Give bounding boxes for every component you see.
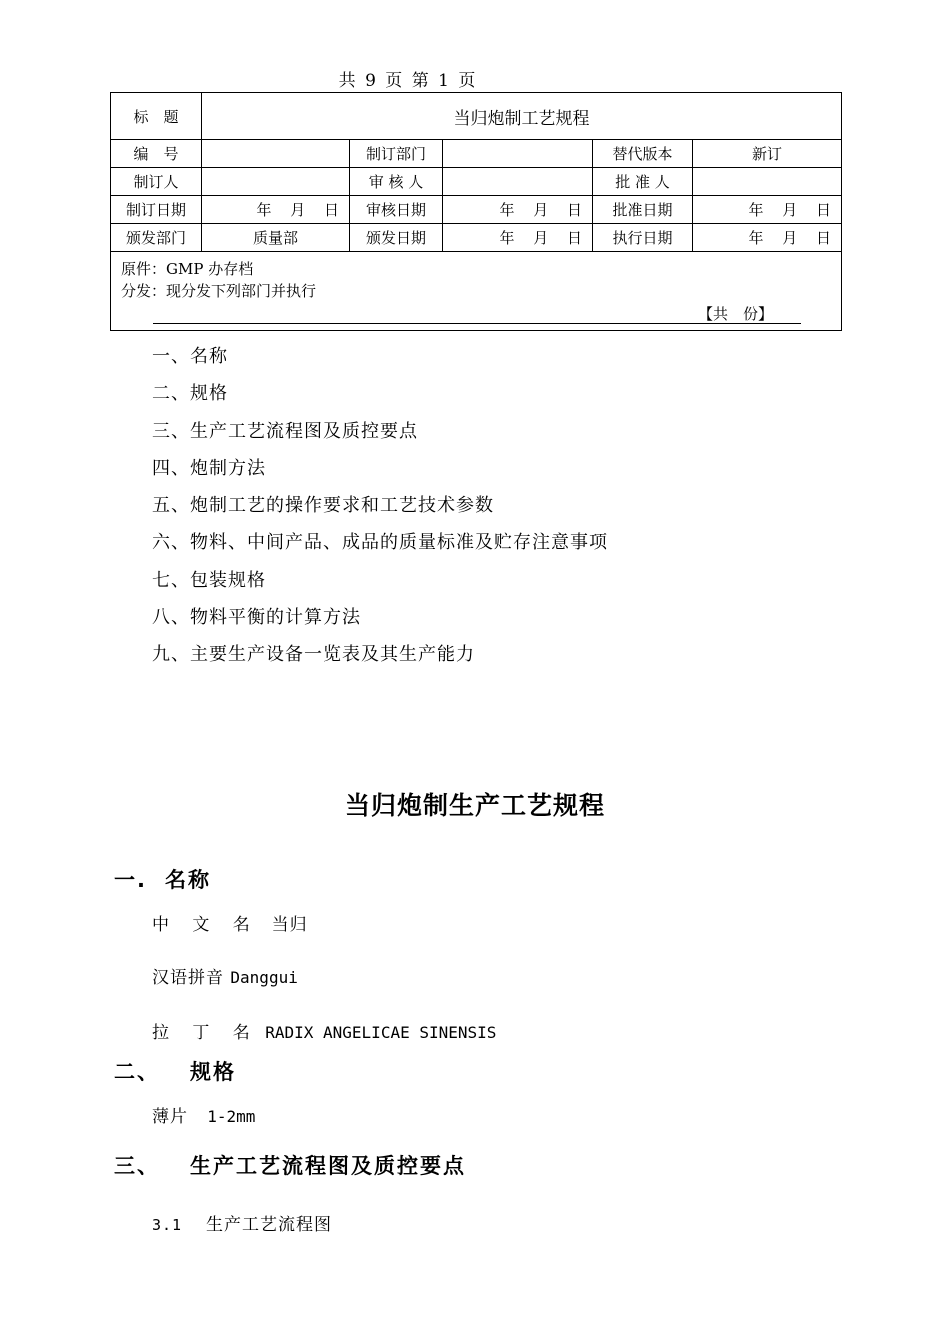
chinese-name-label: 中 文 名 (152, 915, 259, 935)
number-value (202, 140, 350, 168)
replace-version-label: 替代版本 (593, 140, 693, 168)
chinese-name-line (152, 910, 308, 935)
author-label: 制订人 (111, 168, 202, 196)
issue-date-label: 颁发日期 (350, 224, 443, 252)
dates-row (111, 196, 842, 224)
toc-item: 四、炮制方法 (152, 457, 266, 479)
distribution-note: 分发：现分发下列部门并执行 (121, 282, 317, 300)
author-value (202, 168, 350, 196)
reviewer-value (443, 168, 593, 196)
toc-item: 六、物料、中间产品、成品的质量标准及贮存注意事项 (152, 532, 608, 554)
pinyin-value: Danggui (230, 968, 298, 987)
replace-version-value: 新订 (693, 140, 842, 168)
toc-item: 二、规格 (152, 383, 228, 405)
document-title: 当归炮制生产工艺规程 (344, 791, 605, 820)
spec-line (152, 1102, 255, 1127)
section-1-heading (114, 864, 211, 894)
title-value: 当归炮制工艺规程 (202, 93, 842, 140)
section-number: 一. (114, 868, 147, 892)
approver-label: 批 准 人 (593, 168, 693, 196)
people-row (111, 168, 842, 196)
subsection-number: 3.1 (152, 1216, 183, 1234)
toc-item: 八、物料平衡的计算方法 (152, 607, 361, 629)
section-title: 名称 (164, 868, 211, 892)
subsection-title: 生产工艺流程图 (206, 1215, 332, 1235)
pinyin-line (152, 963, 298, 988)
latin-name-value: RADIX ANGELICAE SINENSIS (265, 1023, 497, 1042)
issue-date-value: 年 月 日 (443, 224, 593, 252)
section-number: 二、 (114, 1060, 160, 1084)
review-date-value: 年 月 日 (443, 196, 593, 224)
section-title: 规格 (190, 1060, 236, 1084)
title-row (111, 93, 842, 140)
distribution-row (111, 252, 842, 331)
exec-date-label: 执行日期 (593, 224, 693, 252)
section-title: 生产工艺流程图及质控要点 (190, 1154, 466, 1178)
page-counter: 共 9 页 第 1 页 (338, 71, 478, 91)
issue-row (111, 224, 842, 252)
toc-item: 九、主要生产设备一览表及其生产能力 (152, 644, 475, 666)
toc-item: 七、包装规格 (152, 569, 266, 591)
copies-note: 【共 份】 (697, 305, 773, 323)
number-label: 编 号 (111, 140, 202, 168)
exec-date-value: 年 月 日 (693, 224, 842, 252)
toc-item: 五、炮制工艺的操作要求和工艺技术参数 (152, 495, 494, 517)
latin-name-label: 拉 丁 名 (152, 1023, 259, 1043)
section-2-heading (114, 1056, 236, 1086)
issue-dept-label: 颁发部门 (111, 224, 202, 252)
document-header-table (110, 92, 842, 331)
number-row (111, 140, 842, 168)
department-label: 制订部门 (350, 140, 443, 168)
section-number: 三、 (114, 1154, 160, 1178)
table-of-contents (152, 342, 608, 678)
spec-value: 1-2mm (207, 1107, 256, 1126)
department-value (443, 140, 593, 168)
original-note: 原件：GMP 办存档 (121, 260, 254, 278)
spec-label: 薄片 (152, 1107, 188, 1127)
approve-date-label: 批准日期 (593, 196, 693, 224)
section-3-heading (114, 1150, 466, 1180)
issue-dept-value: 质量部 (202, 224, 350, 252)
toc-item: 三、生产工艺流程图及质控要点 (152, 420, 418, 442)
toc-item: 一、名称 (152, 346, 228, 367)
reviewer-label: 审 核 人 (350, 168, 443, 196)
approver-value (693, 168, 842, 196)
chinese-name-value: 当归 (271, 915, 308, 935)
distribution-cell (111, 252, 842, 331)
latin-name-line (152, 1018, 496, 1043)
approve-date-value: 年 月 日 (693, 196, 842, 224)
subsection-3-1-heading (152, 1210, 332, 1235)
title-label: 标 题 (111, 93, 202, 140)
made-date-label: 制订日期 (111, 196, 202, 224)
made-date-value: 年 月 日 (202, 196, 350, 224)
pinyin-label: 汉语拼音 (152, 968, 224, 988)
review-date-label: 审核日期 (350, 196, 443, 224)
